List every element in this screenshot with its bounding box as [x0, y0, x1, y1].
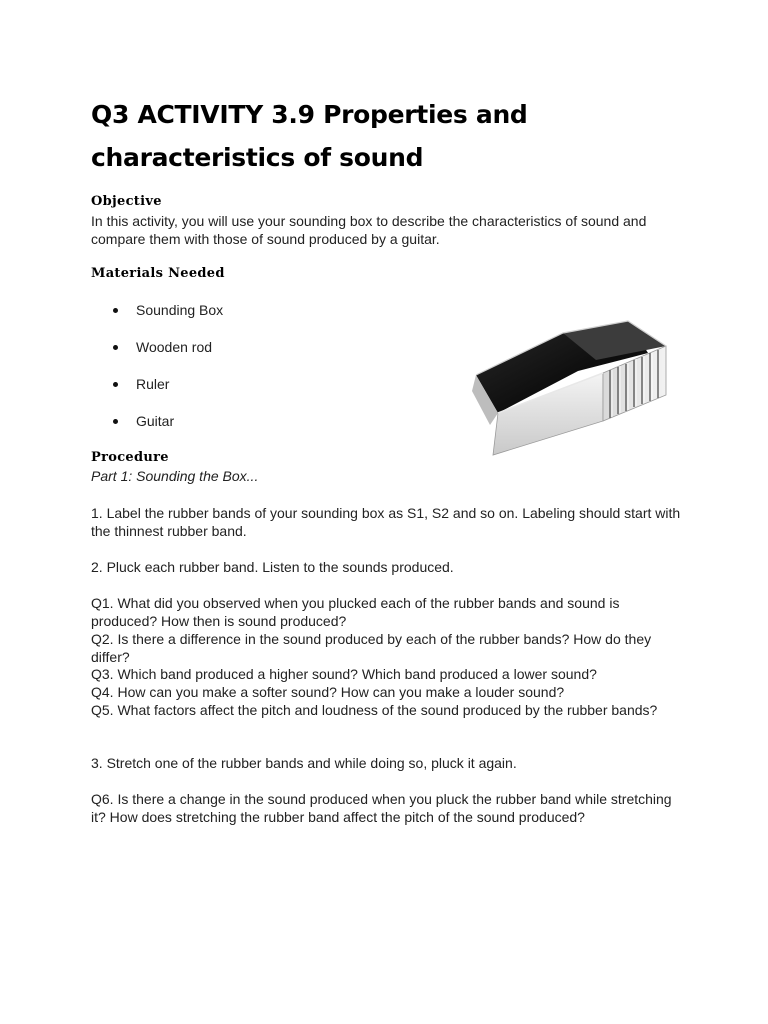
objective-heading: Objective: [91, 194, 162, 209]
list-item: Guitar: [113, 411, 223, 448]
page-title: Q3 ACTIVITY 3.9 Properties and characteristics of sound: [91, 100, 528, 172]
question-1: Q1. What did you observed when you plucked each of the rubber bands and sound is produced? How then is sound produced?: [91, 595, 620, 629]
step-1: 1. Label the rubber bands of your sounding box as S1, S2 and so on. Labeling should start with the thinnest rubber band.: [91, 505, 681, 539]
list-item: Ruler: [113, 374, 223, 411]
list-item: Wooden rod: [113, 337, 223, 374]
question-5: Q5. What factors affect the pitch and loudness of the sound produced by the rubber bands?: [91, 702, 658, 718]
question-6: Q6. Is there a change in the sound produced when you pluck the rubber band while stretching it? How does stretching the rubber band affect the pitch of the sound produced?: [91, 791, 672, 825]
materials-list: [113, 300, 223, 448]
materials-heading: Materials Needed: [91, 266, 225, 281]
question-3: Q3. Which band produced a higher sound? Which band produced a lower sound?: [91, 666, 597, 682]
procedure-heading: Procedure: [91, 450, 169, 465]
question-4: Q4. How can you make a softer sound? How can you make a louder sound?: [91, 684, 565, 700]
question-2: Q2. Is there a difference in the sound produced by each of the rubber bands? How do they differ?: [91, 631, 652, 665]
step-2: 2. Pluck each rubber band. Listen to the sounds produced.: [91, 559, 454, 575]
step-3: 3. Stretch one of the rubber bands and while doing so, pluck it again.: [91, 755, 517, 771]
sounding-box-illustration: [468, 313, 673, 458]
list-item: Sounding Box: [113, 300, 223, 337]
objective-text: In this activity, you will use your sounding box to describe the characteristics of sound and compare them with those of sound produced by a guitar.: [91, 213, 647, 247]
part1-heading: Part 1: Sounding the Box...: [91, 468, 259, 484]
